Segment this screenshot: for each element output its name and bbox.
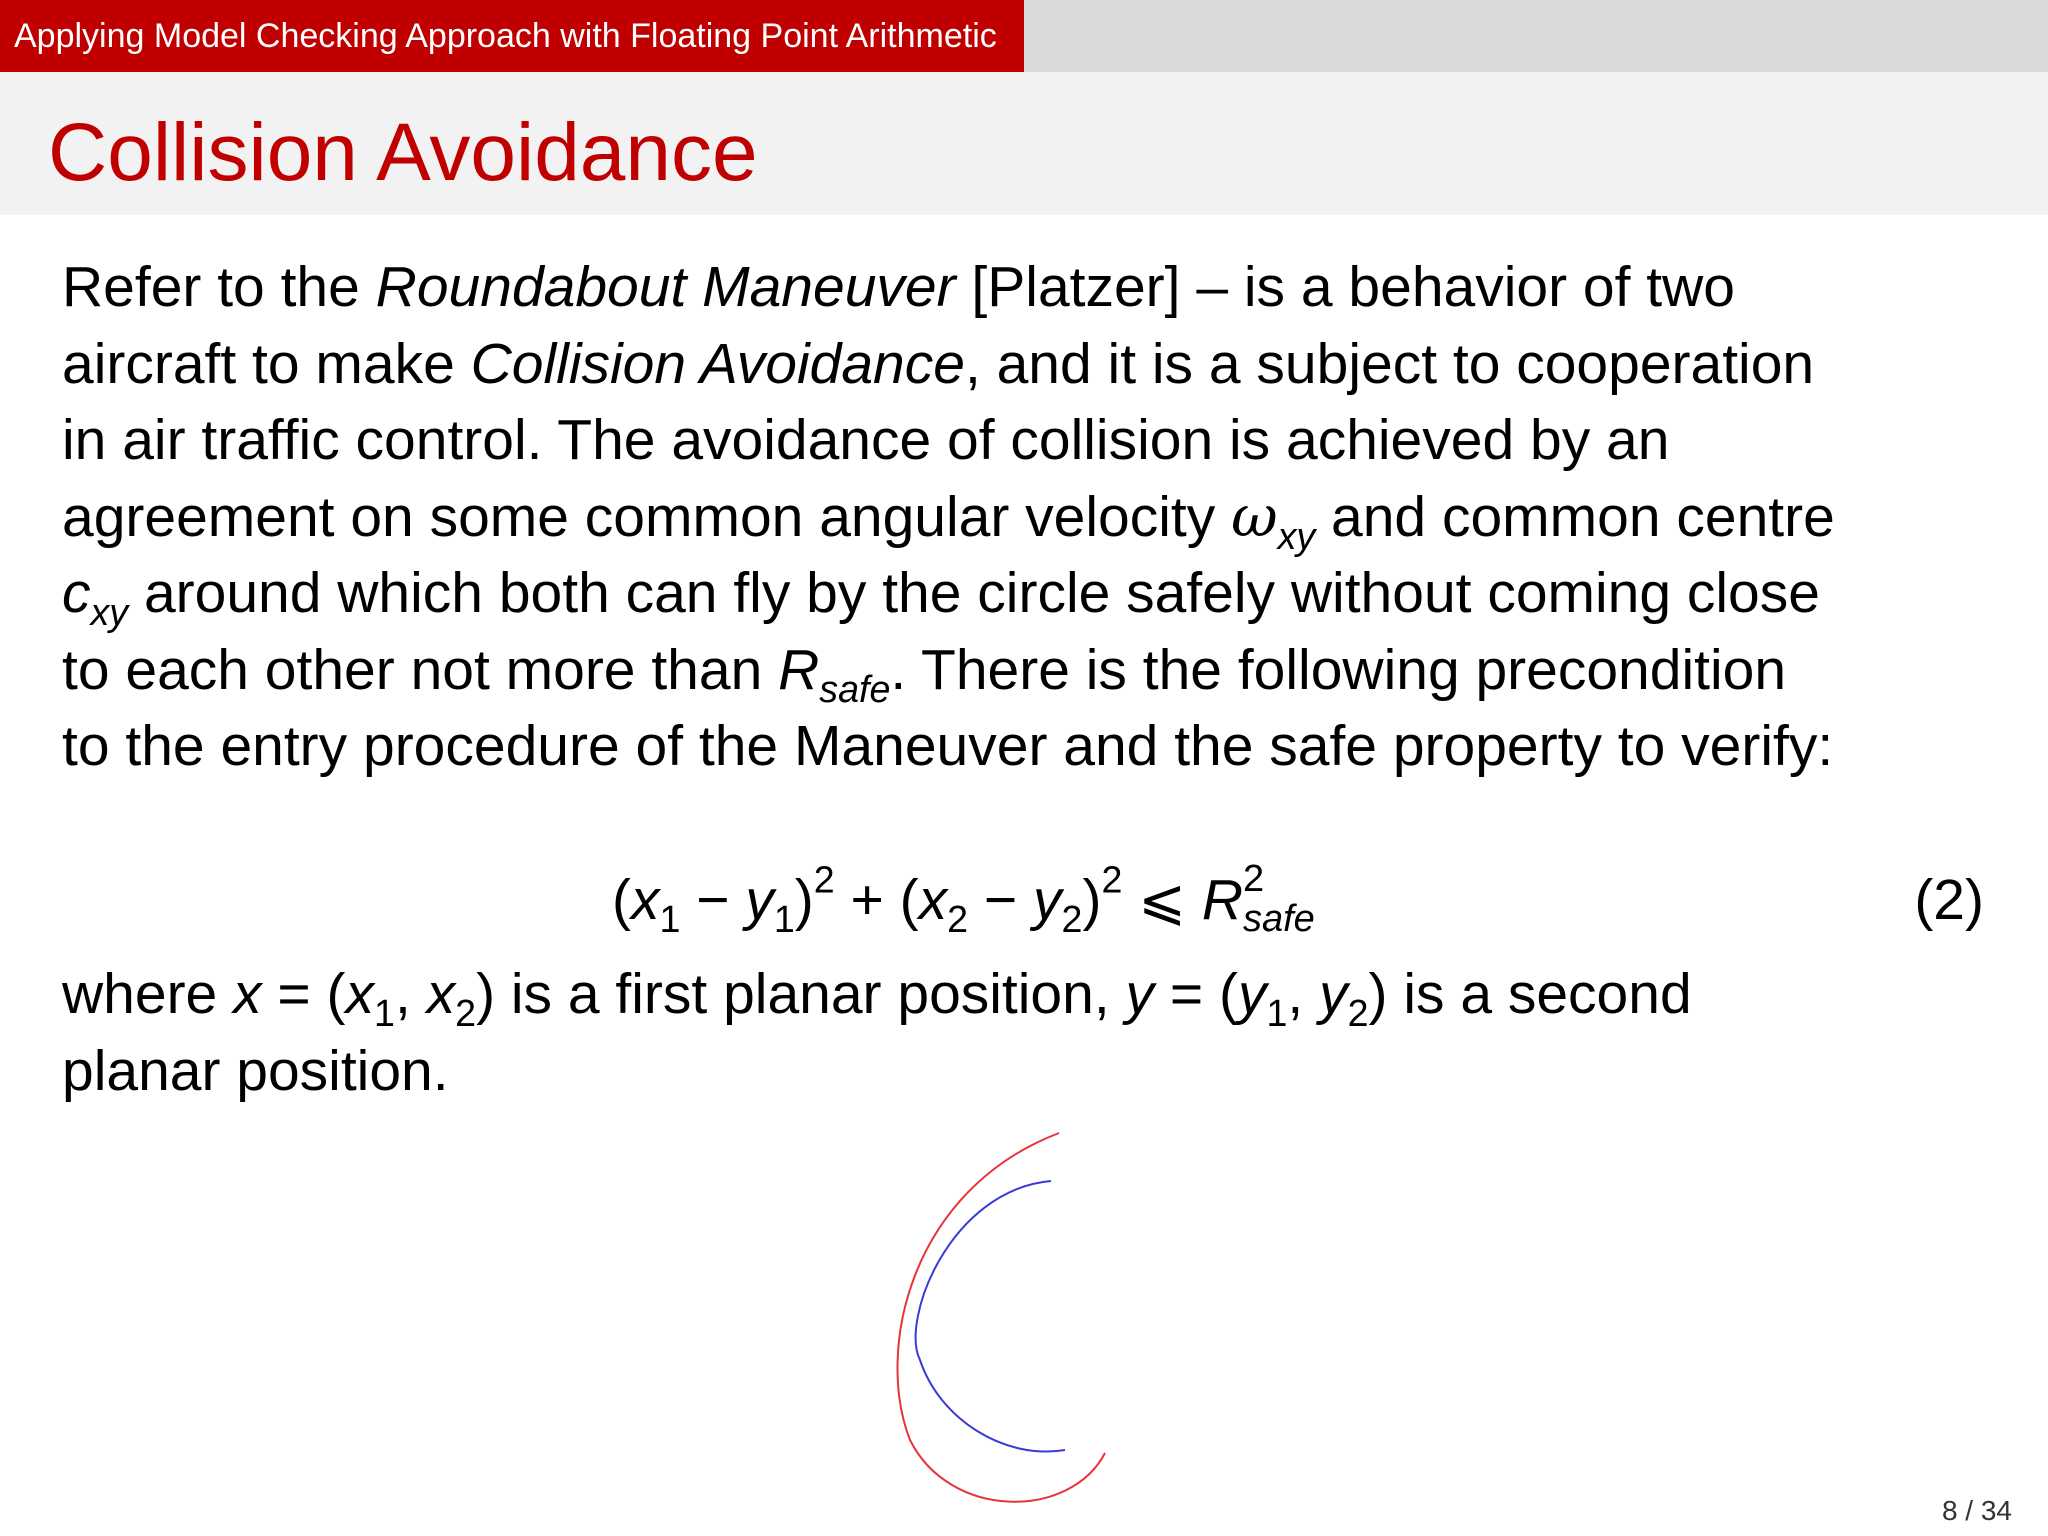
eq-subscript: 1 xyxy=(659,898,681,941)
outer-flight-arc xyxy=(897,1133,1105,1502)
text-span: ) is a second xyxy=(1368,962,1692,1026)
paragraph-line-1 xyxy=(62,249,2012,326)
eq-token: x xyxy=(630,868,660,932)
equation-number: (2) xyxy=(1914,868,1984,932)
text-span: where xyxy=(62,962,234,1026)
text-span: , xyxy=(1287,962,1320,1026)
math-subscript: 1 xyxy=(374,992,395,1035)
paragraph-line-2 xyxy=(62,326,2012,403)
text-span: Refer to the xyxy=(62,255,376,319)
math-var: y xyxy=(1125,962,1155,1026)
text-span: and common centre xyxy=(1315,484,1835,549)
radius-subscript: safe xyxy=(819,667,891,710)
text-span: , xyxy=(394,962,427,1026)
omega-subscript: xy xyxy=(1277,514,1316,557)
math-subscript: 2 xyxy=(1347,992,1369,1035)
text-span: = ( xyxy=(1154,962,1238,1026)
text-span: = ( xyxy=(261,962,346,1026)
paragraph-line-3: in air traffic control. The avoidance of collision is achieved by an xyxy=(62,408,1670,472)
omega-symbol: ω xyxy=(1231,483,1278,550)
eq-subscript: 2 xyxy=(947,898,969,941)
maneuver-name: Roundabout Maneuver xyxy=(375,255,956,319)
eq-token: ) xyxy=(794,868,814,932)
safety-equation xyxy=(612,860,1325,940)
section-title: Applying Model Checking Approach with Floating Point Arithmetic xyxy=(0,0,1024,72)
radius-symbol: R xyxy=(778,637,820,702)
eq-stack xyxy=(1242,858,1325,940)
text-span: ) is a first planar position, xyxy=(476,962,1126,1026)
inner-flight-arc xyxy=(916,1181,1065,1452)
equation-row xyxy=(0,860,2048,940)
math-var: x xyxy=(345,962,375,1026)
roundabout-figure xyxy=(860,1120,1120,1520)
paragraph-line-7: to the entry procedure of the Maneuver and the safe property to verify: xyxy=(62,714,1834,778)
eq-subscript: 1 xyxy=(773,898,795,941)
math-subscript: 2 xyxy=(455,992,477,1035)
text-span: aircraft to make xyxy=(62,331,471,396)
eq-token: ( xyxy=(612,868,631,932)
eq-token: R xyxy=(1201,868,1243,932)
eq-subscript: safe xyxy=(1242,898,1315,940)
explanation-line-1 xyxy=(62,956,1692,1033)
math-var: x xyxy=(426,962,456,1026)
eq-token: ⩽ xyxy=(1122,868,1202,932)
emphasis-collision-avoidance: Collision Avoidance xyxy=(470,331,965,396)
explanation-text xyxy=(62,956,1692,1109)
eq-token: − xyxy=(680,868,746,932)
eq-token: + ( xyxy=(834,868,919,932)
text-span: agreement on some common angular velocity xyxy=(62,484,1232,549)
centre-subscript: xy xyxy=(90,591,129,634)
eq-token: y xyxy=(1033,868,1062,932)
page-number: 8 / 34 xyxy=(1941,1495,2012,1526)
text-span: . There is the following precondition xyxy=(890,637,1787,702)
paragraph-line-5 xyxy=(62,555,2012,632)
eq-token: y xyxy=(745,868,774,932)
text-span: around which both can fly by the circle safely without coming close xyxy=(128,561,1820,625)
text-span: to each other not more than xyxy=(62,637,779,702)
explanation-line-2: planar position. xyxy=(62,1038,449,1103)
paragraph-line-4 xyxy=(62,479,2012,556)
math-var: y xyxy=(1319,962,1348,1026)
eq-superscript: 2 xyxy=(1242,858,1265,900)
paragraph-line-6 xyxy=(62,632,2012,709)
eq-token: − xyxy=(968,868,1034,932)
text-span: , and it is a subject to cooperation xyxy=(964,331,1815,396)
math-var: x xyxy=(233,962,262,1026)
math-subscript: 1 xyxy=(1266,992,1288,1035)
body-paragraph xyxy=(62,249,2012,785)
eq-token: x xyxy=(918,868,948,932)
centre-symbol: c xyxy=(62,561,91,625)
eq-subscript: 2 xyxy=(1061,898,1083,941)
text-span: [Platzer] – is a behavior of two xyxy=(955,255,1735,319)
math-var: y xyxy=(1237,962,1267,1026)
eq-superscript: 2 xyxy=(813,858,835,901)
page-title: Collision Avoidance xyxy=(48,107,758,198)
eq-superscript: 2 xyxy=(1101,858,1123,901)
eq-token: ) xyxy=(1082,868,1102,932)
